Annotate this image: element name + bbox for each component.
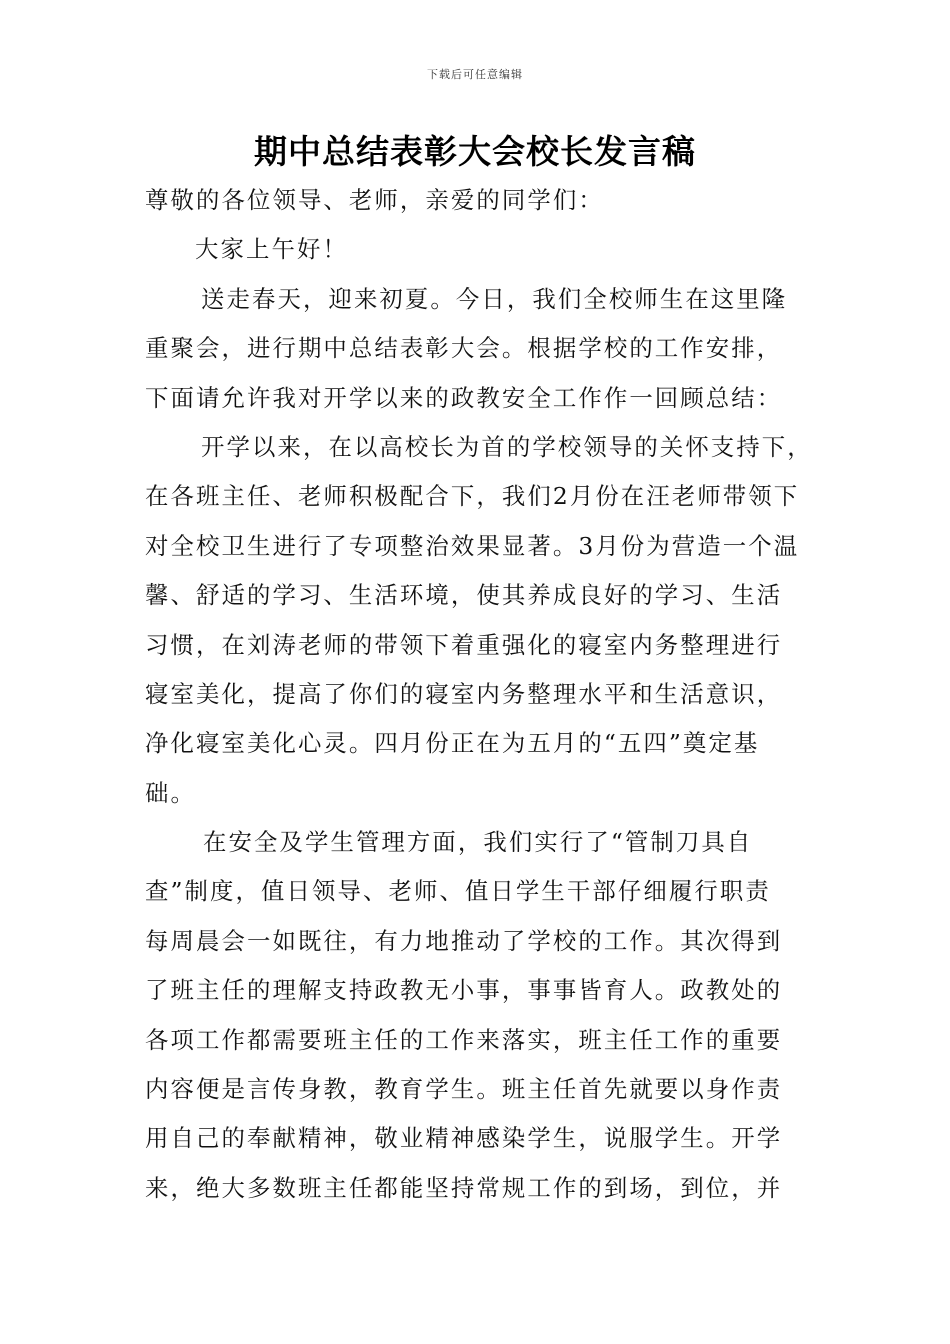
paragraph-line: 寝室美化，提高了你们的寝室内务整理水平和生活意识， (145, 679, 783, 708)
paragraph-line: 用自己的奉献精神，敬业精神感染学生，说服学生。开学 (145, 1124, 783, 1153)
greeting-line: 大家上午好！ (195, 235, 348, 264)
paragraph-line: 来，绝大多数班主任都能坚持常规工作的到场，到位，并 (145, 1173, 783, 1202)
header-note: 下载后可任意编辑 (427, 68, 523, 81)
paragraph-line: 开学以来，在以高校长为首的学校领导的关怀支持下， (201, 432, 813, 461)
document-body (145, 176, 825, 1213)
salutation-line: 尊敬的各位领导、老师，亲爱的同学们： (145, 186, 604, 214)
document-title: 期中总结表彰大会校长发言稿 (254, 132, 696, 171)
paragraph-line: 在安全及学生管理方面，我们实行了“管制刀具自 (203, 828, 753, 857)
paragraph-line: 础。 (145, 778, 196, 807)
paragraph-line: 净化寝室美化心灵。四月份正在为五月的“五四”奠定基 (145, 729, 760, 758)
paragraph-line: 对全校卫生进行了专项整治效果显著。3月份为营造一个温 (145, 531, 800, 560)
paragraph-line: 内容便是言传身教，教育学生。班主任首先就要以身作责 (145, 1075, 783, 1104)
paragraph-line: 下面请允许我对开学以来的政教安全工作作一回顾总结： (145, 383, 783, 412)
paragraph-line: 重聚会，进行期中总结表彰大会。根据学校的工作安排， (145, 334, 783, 363)
paragraph-line: 了班主任的理解支持政教无小事，事事皆育人。政教处的 (145, 976, 783, 1005)
paragraph-line: 送走春天，迎来初夏。今日，我们全校师生在这里隆 (201, 284, 788, 313)
paragraph-line: 查”制度，值日领导、老师、值日学生干部仔细履行职责 (145, 877, 771, 906)
paragraph-line: 各项工作都需要班主任的工作来落实，班主任工作的重要 (145, 1025, 783, 1054)
paragraph-line: 每周晨会一如既往，有力地推动了学校的工作。其次得到 (145, 926, 783, 955)
paragraph-line: 馨、舒适的学习、生活环境，使其养成良好的学习、生活 (145, 581, 783, 610)
paragraph-line: 在各班主任、老师积极配合下，我们2月份在汪老师带领下 (145, 482, 800, 511)
paragraph-line: 习惯，在刘涛老师的带领下着重强化的寝室内务整理进行 (145, 630, 783, 659)
